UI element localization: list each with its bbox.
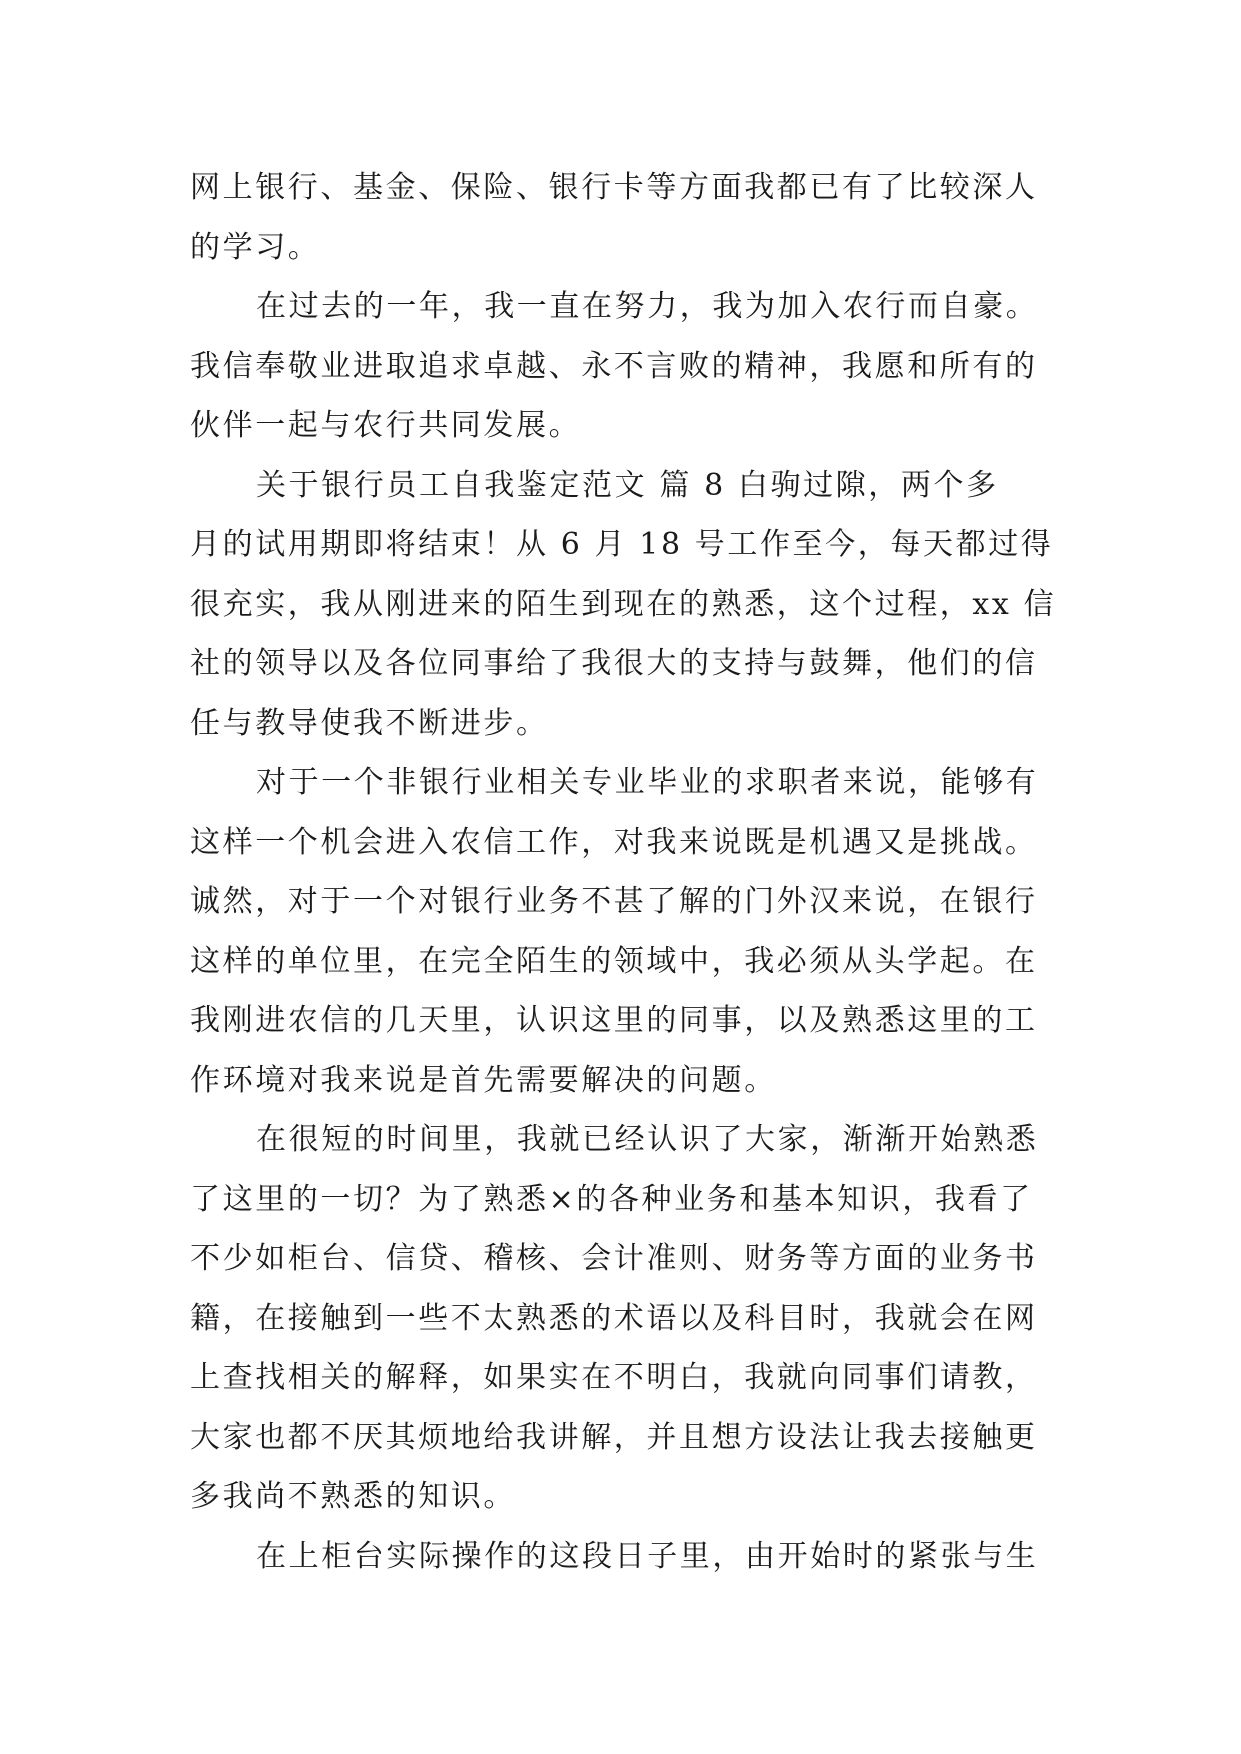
text-line: 我刚进农信的几天里，认识这里的同事，以及熟悉这里的工 (190, 1003, 1038, 1038)
text-line: 任与教导使我不断进步。 (190, 705, 549, 741)
text-line: 诚然，对于一个对银行业务不甚了解的门外汉来说，在银行 (190, 884, 1038, 919)
text-line: 作环境对我来说是首先需要解决的问题。 (190, 1062, 777, 1098)
text-line: 在很短的时间里，我就已经认识了大家，渐渐开始熟悉 (256, 1122, 1039, 1157)
text-line: 伙伴一起与农行共同发展。 (190, 408, 582, 443)
document-body (190, 158, 1070, 1586)
text-line: 月的试用期即将结束！从 6 月 18 号工作至今，每天都过得 (190, 527, 1054, 562)
text-line: 在过去的一年，我一直在努力，我为加入农行而自豪。 (256, 289, 1039, 324)
text-line: 我信奉敬业进取追求卓越、永不言败的精神，我愿和所有的 (190, 348, 1038, 384)
text-line: 多我尚不熟悉的知识。 (190, 1479, 516, 1514)
text-line: 很充实，我从刚进来的陌生到现在的熟悉，这个过程，xx 信 (190, 586, 1057, 622)
text-line: 对于一个非银行业相关专业毕业的求职者来说，能够有 (256, 765, 1039, 800)
text-line: 网上银行、基金、保险、银行卡等方面我都已有了比较深人 (190, 170, 1038, 205)
text-line: 的学习。 (190, 229, 321, 265)
text-line: 了这里的一切？为了熟悉×的各种业务和基本知识，我看了 (190, 1181, 1033, 1217)
text-line: 不少如柜台、信贷、稽核、会计准则、财务等方面的业务书 (190, 1241, 1038, 1276)
text-line: 关于银行员工自我鉴定范文 篇 8 白驹过隙，两个多 (256, 467, 999, 503)
text-line: 上查找相关的解释，如果实在不明白，我就向同事们请教， (190, 1360, 1038, 1395)
text-line: 社的领导以及各位同事给了我很大的支持与鼓舞，他们的信 (190, 646, 1038, 681)
text-line: 在上柜台实际操作的这段日子里，由开始时的紧张与生 (256, 1538, 1039, 1574)
text-line: 这样的单位里，在完全陌生的领域中，我必须从头学起。在 (190, 943, 1038, 979)
text-line: 大家也都不厌其烦地给我讲解，并且想方设法让我去接触更 (190, 1419, 1038, 1455)
text-line: 这样一个机会进入农信工作，对我来说既是机遇又是挑战。 (190, 824, 1038, 860)
text-line: 籍，在接触到一些不太熟悉的术语以及科目时，我就会在网 (190, 1300, 1038, 1336)
